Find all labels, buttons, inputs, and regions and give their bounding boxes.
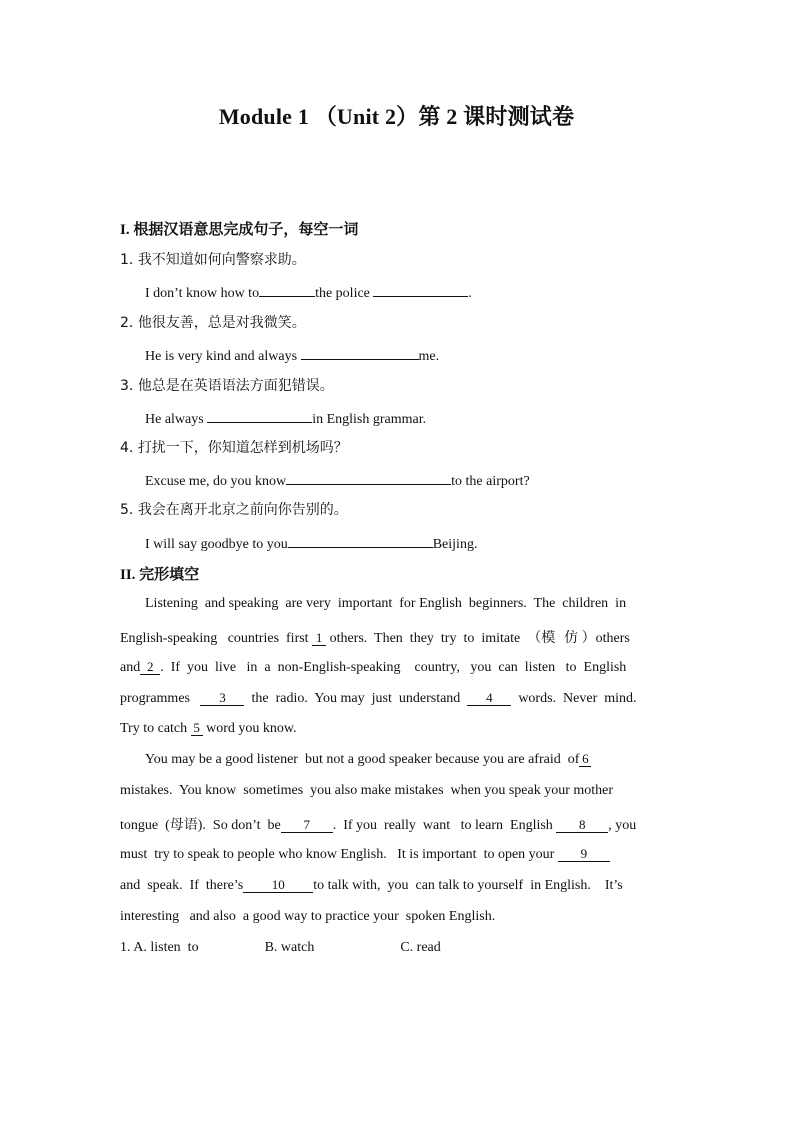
answer-blank[interactable] [207, 408, 312, 423]
cloze-blank-5[interactable]: 5 [191, 721, 203, 736]
question-1-options: 1. A. listen to B. watch C. read [120, 940, 441, 955]
question-4-chinese: 4. 打扰一下，你知道怎样到机场吗？ [120, 440, 348, 456]
cloze-blank-2[interactable]: 2 [140, 660, 160, 675]
section-2-heading: II. 完形填空 [120, 567, 200, 583]
cloze-blank-8[interactable]: 8 [556, 818, 608, 833]
passage-line: and speak. If there’s 10 to talk with, you can talk to yourself in English. It’s [120, 877, 623, 893]
passage-line: mistakes. You know sometimes you also make mistakes when you speak your mother [120, 783, 614, 798]
cloze-blank-6[interactable]: 6 [579, 752, 591, 767]
answer-blank[interactable] [301, 345, 419, 360]
passage-line: and 2 . If you live in a non-English-speaking country, you can listen to English [120, 659, 627, 675]
passage-line: Try to catch 5 word you know. [120, 720, 297, 736]
question-5-english: I will say goodbye to you Beijing. [145, 533, 477, 553]
answer-blank[interactable] [288, 533, 433, 548]
question-3-chinese: 3. 他总是在英语语法方面犯错误。 [120, 378, 334, 394]
cloze-blank-10[interactable]: 10 [243, 878, 313, 893]
passage-line: English-speaking countries first 1 others. Then they try to imitate （模 仿 ）others [120, 630, 630, 646]
option-a[interactable]: A. listen to [133, 940, 199, 955]
section-1-heading: I. 根据汉语意思完成句子，每空一词 [120, 222, 359, 238]
option-c[interactable]: C. read [400, 940, 441, 955]
passage-line: interesting and also a good way to practice your spoken English. [120, 909, 496, 924]
cloze-blank-7[interactable]: 7 [281, 818, 333, 833]
cloze-blank-1[interactable]: 1 [312, 631, 326, 646]
question-5-chinese: 5. 我会在离开北京之前向你告别的。 [120, 502, 348, 518]
cloze-blank-4[interactable]: 4 [467, 691, 511, 706]
question-3-english: He always in English grammar. [145, 408, 426, 428]
option-b[interactable]: B. watch [264, 940, 315, 955]
passage-line: programmes 3 the radio. You may just understand 4 words. Never mind. [120, 690, 637, 706]
answer-blank[interactable] [373, 282, 468, 297]
page-title: Module 1 （Unit 2）第 2 课时测试卷 [218, 104, 575, 129]
passage-line: Listening and speaking are very important for English beginners. The children in [145, 596, 627, 611]
question-4-english: Excuse me, do you know to the airport? [145, 470, 530, 490]
answer-blank[interactable] [286, 470, 451, 485]
answer-blank[interactable] [259, 282, 315, 297]
passage-line: must try to speak to people who know English. It is important to open your 9 [120, 847, 610, 863]
passage-line: tongue (母语). So don’t be 7 . If you really want to learn English 8 , you [120, 817, 637, 833]
cloze-blank-3[interactable]: 3 [200, 691, 244, 706]
question-2-english: He is very kind and always me. [145, 345, 439, 365]
question-1-chinese: 1. 我不知道如何向警察求助。 [120, 252, 306, 268]
question-1-english: I don’t know how to the police . [145, 282, 472, 302]
cloze-blank-9[interactable]: 9 [558, 847, 610, 862]
question-2-chinese: 2. 他很友善，总是对我微笑。 [120, 315, 306, 331]
passage-line: You may be a good listener but not a good speaker because you are afraid of 6 [145, 752, 591, 768]
